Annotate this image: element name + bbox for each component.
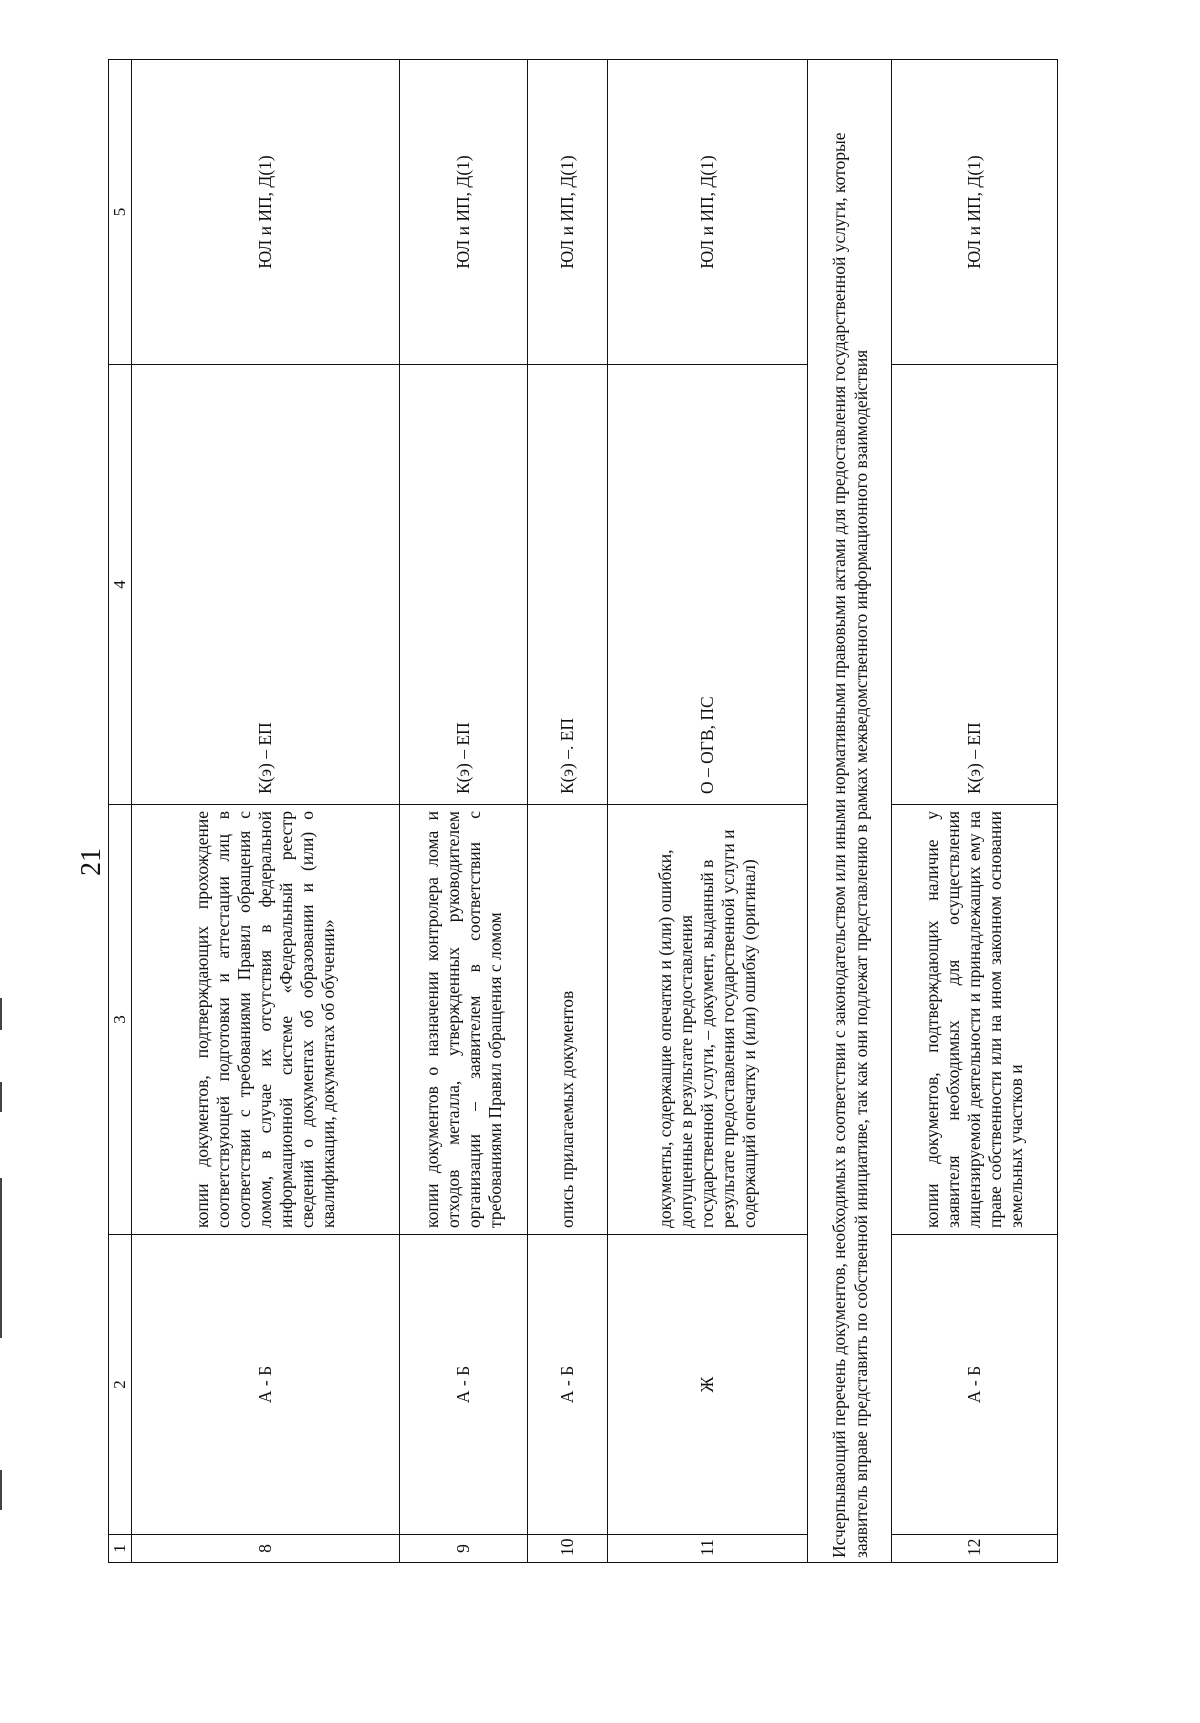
row-number: 10 bbox=[528, 1535, 608, 1563]
scan-mark bbox=[0, 998, 2, 1030]
header-cell: 4 bbox=[109, 365, 132, 805]
applicant-category: А - Б bbox=[892, 1235, 1058, 1535]
document-description: копии документов, подтверждающих наличие у заявителя необходимых для осуществления лицензируемой деятельности и принадлежащих ему на праве собственности или на ином законном основании земельных участков и bbox=[892, 805, 1058, 1235]
section-note-row bbox=[808, 60, 892, 1563]
header-cell: 1 bbox=[109, 1535, 132, 1563]
document-description: копии документов, подтверждающих прохождение соответствующей подготовки и аттестации лиц в соответствии с требованиями Правил обращения с ломом, в случае их отсутствия в федеральной информационной системе «Федеральный реестр сведений о документах об образовании и (или) о квалификации, документах об обучении» bbox=[132, 805, 400, 1235]
submission-form: К(э) –. ЕП bbox=[528, 365, 608, 805]
submission-form: К(э) – ЕП bbox=[892, 365, 1058, 805]
row-number: 11 bbox=[608, 1535, 808, 1563]
header-row bbox=[109, 60, 132, 1563]
document-description: копии документов о назначении контролера лома и отходов металла, утвержденных руководителем организации – заявителем в соответствии с требованиями Правил обращения с ломом bbox=[400, 805, 528, 1235]
table-row bbox=[528, 60, 608, 1563]
applicant-type: ЮЛ и ИП, Д(1) bbox=[892, 60, 1058, 365]
table-row bbox=[400, 60, 528, 1563]
scan-mark bbox=[0, 1178, 2, 1338]
applicant-category: А - Б bbox=[400, 1235, 528, 1535]
header-cell: 5 bbox=[109, 60, 132, 365]
page-number: 21 bbox=[76, 848, 107, 876]
table-row bbox=[892, 60, 1058, 1563]
applicant-type: ЮЛ и ИП, Д(1) bbox=[608, 60, 808, 365]
applicant-type: ЮЛ и ИП, Д(1) bbox=[400, 60, 528, 365]
header-cell: 3 bbox=[109, 805, 132, 1235]
submission-form: К(э) – ЕП bbox=[132, 365, 400, 805]
submission-form: О – ОГВ, ПС bbox=[608, 365, 808, 805]
document-description: опись прилагаемых документов bbox=[528, 805, 608, 1235]
applicant-type: ЮЛ и ИП, Д(1) bbox=[528, 60, 608, 365]
document-table-rotated bbox=[108, 60, 1118, 1563]
table-row bbox=[608, 60, 808, 1563]
table-row bbox=[132, 60, 400, 1563]
header-cell: 2 bbox=[109, 1235, 132, 1535]
document-description: документы, содержащие опечатки и (или) ошибки, допущенные в результате предоставления государственной услуги, – документ, выданный в результате предоставления государственной услуги и содержащий опечатку и (или) ошибку (оригинал) bbox=[608, 805, 808, 1235]
row-number: 9 bbox=[400, 1535, 528, 1563]
section-note: Исчерпывающий перечень документов, необходимых в соответствии с законодательством или иными нормативными правовыми актами для предоставления государственной услуги, которые заявитель вправе представить по собственной инициативе, так как они подлежат представлению в рамках межведомственного информационного взаимодействия bbox=[808, 60, 892, 1563]
applicant-category: Ж bbox=[608, 1235, 808, 1535]
applicant-type: ЮЛ и ИП, Д(1) bbox=[132, 60, 400, 365]
scan-mark bbox=[0, 1082, 2, 1112]
scan-mark bbox=[0, 1470, 2, 1510]
row-number: 8 bbox=[132, 1535, 400, 1563]
requirements-table bbox=[108, 59, 1058, 1563]
applicant-category: А - Б bbox=[132, 1235, 400, 1535]
applicant-category: А - Б bbox=[528, 1235, 608, 1535]
submission-form: К(э) – ЕП bbox=[400, 365, 528, 805]
row-number: 12 bbox=[892, 1535, 1058, 1563]
